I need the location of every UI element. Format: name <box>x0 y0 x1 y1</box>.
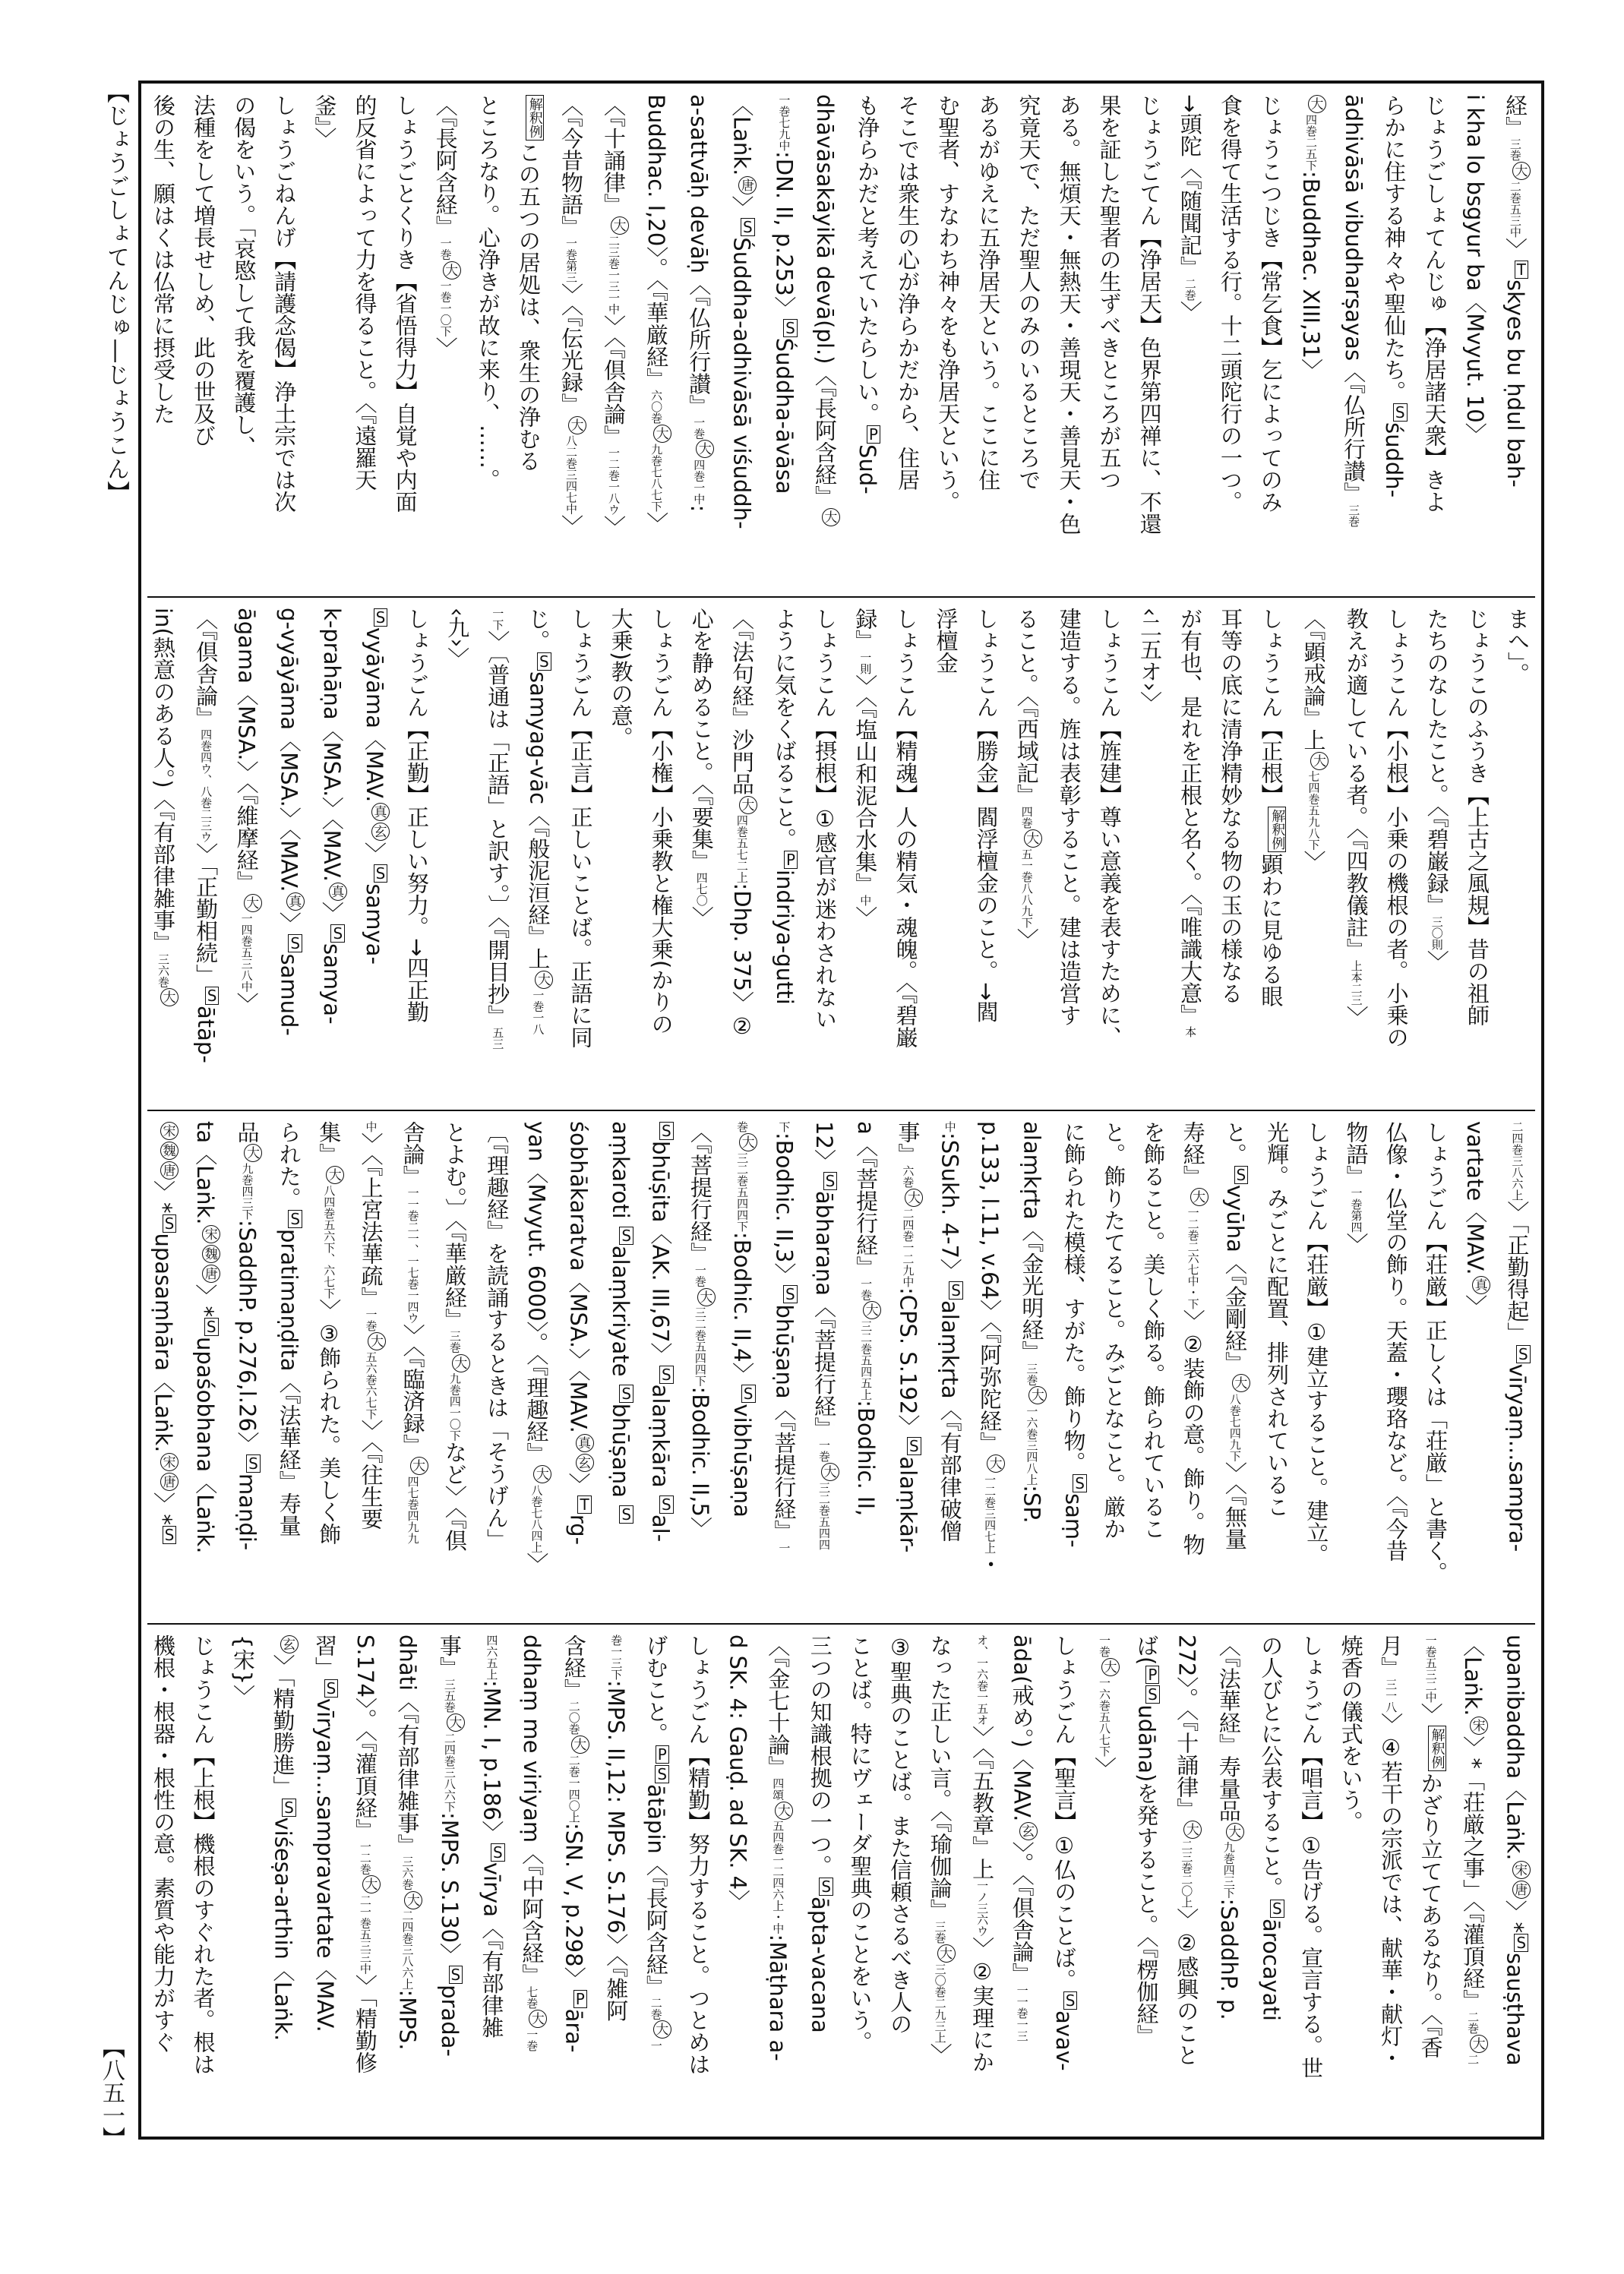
language-tag: S <box>204 1318 219 1336</box>
text-column: じょうごしょてんじゅ【浄居諸天衆】きよ <box>1421 94 1448 513</box>
language-tag: S <box>449 1966 463 1984</box>
source-mark: 大 <box>821 1463 839 1481</box>
language-tag: S <box>619 1385 633 1403</box>
text-column: āgama〈MSA.〉〈『維摩経』大一四巻五三八中〉 <box>234 608 262 1100</box>
language-tag: S <box>949 1281 963 1300</box>
text-column: も浄らかだと考えていたらしい。PSud- <box>854 94 880 494</box>
text-column: 物語』一巻第四〉 <box>1343 1121 1370 1255</box>
text-column: げむこと。PSātāpin〈『長阿含経』二巻大一 <box>643 1634 671 2127</box>
tier-1 <box>150 94 1531 586</box>
text-column: 経』三巻大二巻五三中〉Tskyes bu ḥdul bah- <box>1502 94 1531 586</box>
text-column: しょうごん【正勤】正しい努力。→四正勤 <box>404 608 431 1023</box>
language-tag: S <box>374 608 388 627</box>
text-column: 一巻七九中:DN. II, p.253〉SŚuddha-āvāsa <box>771 94 798 494</box>
tier-divider <box>147 1110 1535 1111</box>
source-mark: 大 <box>244 894 262 912</box>
language-tag: S <box>659 1122 674 1140</box>
text-column: じょうごてん【浄居天】色界第四禅に、不還 <box>1136 94 1163 535</box>
source-mark: 大 <box>410 1457 428 1475</box>
tier-3 <box>150 1121 1531 1613</box>
text-column: 〈Laṅk.唐〉SŚuddha-adhivāsā viśuddh- <box>728 94 757 586</box>
text-column: 究竟天で、ただ聖人のみのいるところで <box>1016 94 1042 491</box>
text-column: ‹九›〉 <box>444 608 471 670</box>
text-column: 四六五上:MN. I, p.186〉Svīrya〈『有部律雑 <box>479 1634 505 2039</box>
source-mark: 大 <box>905 1189 923 1207</box>
source-mark: 大 <box>987 1454 1005 1473</box>
text-column: 仏像・仏堂の飾り。天蓋・瓔珞など。〈『今昔 <box>1382 1121 1409 1562</box>
language-tag: S <box>537 652 551 671</box>
running-head: 【じょうごしょてんじゅ―じょうこん】 <box>103 81 129 504</box>
source-mark: 玄 <box>576 1454 594 1472</box>
text-column: しょうごん【小権】小乗教と権大乗(かりの <box>648 608 675 1035</box>
text-column: 〈『倶舎論』四巻四ウ、八巻二三ウ〉「正勤相続」Sātāp- <box>193 608 220 1063</box>
text-column: 含経』二〇巻大二巻一四〇上:SN. V, p.298〉Pāra- <box>561 1634 589 2127</box>
source-mark: 玄 <box>371 823 390 841</box>
text-column: 〈『法句経』沙門品大四巻五七二上:Dhp. 375〉② <box>729 608 757 1100</box>
text-column: の人びとに公表すること。Sārocayati <box>1258 1634 1284 2021</box>
text-column: ある。無煩天・無熱天・善現天・善見天・色 <box>1056 94 1082 535</box>
text-column: in(熱意のある人。)〈『有部律雑事』三六巻大 <box>150 608 179 1100</box>
source-mark: 大 <box>653 2020 671 2039</box>
language-tag: S <box>741 218 755 236</box>
text-column: を飾ること。美しく飾る。飾られているこ <box>1140 1121 1167 1540</box>
text-column: オ、一六巻一五オ〉〈『五教章』上一ノ三六ウ〉②実理にか <box>969 1634 996 2073</box>
text-column: 習」Svīryaṃ...sampravartate〈MAV. <box>312 1634 338 2032</box>
text-column: Svyāyāma〈MAV.真玄〉Ssamya- <box>362 608 390 1100</box>
language-tag: S <box>659 1366 674 1384</box>
text-column: 中:SSukh. 4-7〉Salaṃkṛta〈『有部律破僧 <box>937 1121 963 1543</box>
text-column: 〈『長阿含経』一巻大一巻一〇下〉 <box>433 94 461 586</box>
source-mark: 魏 <box>160 1142 179 1160</box>
text-column: dhāvāsakāyikā devā(pl.)〈『長阿含経』大 <box>812 94 840 586</box>
language-tag: S <box>783 1285 798 1303</box>
language-tag: T <box>1515 261 1528 279</box>
source-mark: 大 <box>571 1736 589 1754</box>
text-column: d SK. 4: Gauḍ. ad SK. 4〉 <box>725 1634 751 1912</box>
source-mark: 大 <box>1101 1658 1120 1676</box>
language-tag: S <box>374 864 388 883</box>
source-mark: 大 <box>1232 1374 1250 1392</box>
source-mark: 唐 <box>160 1473 179 1491</box>
text-column: 後の生、願はくは仏常に摂受した <box>150 94 176 425</box>
language-tag: S <box>288 1210 302 1228</box>
text-column: 〈『今昔物語』一巻第三〉〈『伝光録』大八二巻三四七中〉 <box>558 94 586 586</box>
language-tag: S <box>246 1454 261 1473</box>
text-column: られた。Spratimaṇḍita〈『法華経』寿量 <box>276 1121 302 1537</box>
source-mark: 唐 <box>202 1265 220 1283</box>
text-column: 玄〉「精勤勝進」Sviśeṣa-arthin〈Laṅk. <box>270 1634 299 2127</box>
text-column: 宋魏唐〉*Supasaṃhāra〈Laṅk.宋唐〉*S <box>150 1121 179 1613</box>
source-mark: 大 <box>1512 162 1531 180</box>
source-mark: 大 <box>1470 2035 1488 2053</box>
text-column: ddhaṃ me viriyaṃ〈『中阿含経』七巻大一巻 <box>519 1634 547 2127</box>
page-frame <box>138 81 1544 2140</box>
text-column: 浮檀金 <box>933 608 959 674</box>
text-column: 光輝。みごとに配置、排列されているこ <box>1264 1121 1291 1518</box>
text-column: 〈Laṅk.宋〉*「荘厳之事」〈『灌頂経』二巻大二 <box>1460 1634 1488 2127</box>
source-mark: 真 <box>1472 1276 1490 1294</box>
source-mark: 大 <box>937 1944 956 1963</box>
text-column: 焼香の儀式をいう。 <box>1338 1634 1364 1833</box>
text-column: →頭陀〈『随聞記』二巻〉 <box>1177 94 1203 323</box>
text-column: śobhākaratva〈MSA.〉〈MAV.真玄〉Trg- <box>566 1121 594 1613</box>
text-column: 〈『法華経』寿量品大九巻四三下:SaddhP. p. <box>1216 1634 1244 2127</box>
text-column: しょうごん【聖言】①仏のことば。Savav- <box>1051 1634 1078 2071</box>
source-mark: 大 <box>529 2010 547 2028</box>
tier-divider <box>147 1623 1535 1625</box>
text-column: 事』三五巻大二四巻三八六下:MPS. S.130〉Sprada- <box>437 1634 465 2127</box>
source-mark: 大 <box>1190 1188 1209 1206</box>
source-mark: 大 <box>1028 1386 1047 1404</box>
text-column: 果を証した聖者の生ずべきところが五つ <box>1096 94 1123 491</box>
language-tag: S <box>1516 1345 1531 1363</box>
source-mark: 真 <box>371 803 390 821</box>
text-column: 〈『顕戒論』上大七四巻五九八下〉 <box>1300 608 1329 1100</box>
language-tag: P <box>867 425 880 444</box>
source-mark: 大 <box>611 216 629 235</box>
text-column: が有也、是れを正根と名く。〈『唯識大意』本 <box>1177 608 1204 1038</box>
language-tag: S <box>619 1227 633 1245</box>
text-column: a〈『菩提行経』一巻大三二巻五四五上:Bodhic. II, <box>853 1121 881 1613</box>
text-column: i kha lo bsgyur ba〈Mvyut. 10〉 <box>1461 94 1488 445</box>
language-tag: T <box>577 1495 591 1514</box>
text-column: 釜』〉 <box>311 94 338 150</box>
text-column: しょうこん【旌建】尊い意義を表すために、 <box>1096 608 1123 1048</box>
source-mark: 唐 <box>1512 1881 1531 1899</box>
source-mark: 玄 <box>1019 1822 1038 1840</box>
text-column: yan〈Mvyut. 6000〉。〈『理趣経』大八巻七八四上〉 <box>523 1121 551 1613</box>
source-mark: 大 <box>533 1465 551 1483</box>
language-tag: S <box>282 1799 296 1817</box>
source-mark: 大 <box>447 1713 465 1732</box>
source-mark: 宋 <box>1512 1861 1531 1879</box>
text-column: 一巻大一六巻五八七下〉 <box>1092 1634 1120 2127</box>
text-column: む聖者、すなわち神々をも浄居天という。 <box>935 94 962 513</box>
text-column: 録』一則〉〈『塩山和泥合水集』中〉 <box>852 608 879 928</box>
source-mark: 大 <box>1024 829 1042 848</box>
source-mark: 宋 <box>160 1122 179 1140</box>
text-column: upanibaddha〈Laṅk.宋唐〉*Ssauṣṭhava <box>1502 1634 1531 2127</box>
text-column: 月』三一八〉④若干の宗派では、献華・献灯・ <box>1378 1634 1404 2069</box>
text-column: なった正しい言。〈『瑜伽論』三巻大三〇巻二九三上〉 <box>927 1634 956 2127</box>
text-column: 事』六巻大二四巻一二九中:CPS. S.192〉Salaṃkār- <box>895 1121 923 1613</box>
source-mark: 魏 <box>202 1245 220 1263</box>
source-mark: 大 <box>362 1875 381 1893</box>
language-tag: P <box>573 1990 587 2008</box>
tier-4 <box>150 1634 1531 2127</box>
language-tag: S <box>619 1505 633 1524</box>
language-tag: S <box>819 1878 833 1896</box>
language-tag: S <box>163 1526 177 1544</box>
text-column: じょうこのふうき【上古之風規】昔の祖師 <box>1464 608 1490 1026</box>
text-column: alaṃkṛta〈『金光明経』三巻大一六巻三四八上:SP. <box>1019 1121 1047 1613</box>
text-column: āda(戒め。)〈MAV.玄〉。〈『倶舎論』一一巻一三 <box>1009 1634 1038 2127</box>
language-tag: S <box>163 1214 177 1233</box>
text-column: a-sattvāḥ devāḥ〈『仏所行讃』一巻大四巻一中: <box>686 94 714 586</box>
text-column: S.174〉。〈『灌頂経』一二巻大二一巻五三三中〉「精勤修 <box>352 1634 381 2127</box>
text-column: 〔『理趣経』を読誦するときは「そうげん」 <box>484 1121 510 1551</box>
text-column: 建造する。旌は表彰すること。建は造営す <box>1056 608 1082 1026</box>
text-column: ところなり。心浄きが故に来り、……。 <box>475 94 501 491</box>
text-column: 三つの知識根拠の一つ。Sāpta-vacana <box>807 1634 833 2033</box>
source-mark: 唐 <box>160 1161 179 1180</box>
source-mark: 大 <box>535 971 553 989</box>
kaishakurei-label: 解釈例 <box>526 95 544 141</box>
source-mark: 大 <box>244 1144 262 1162</box>
language-tag: S <box>907 1437 921 1455</box>
source-mark: 大 <box>443 261 461 280</box>
text-column: まへ」。 <box>1505 608 1531 685</box>
text-column: しょうこん【正根】解釈例顕わに見ゆる眼 <box>1258 608 1286 1007</box>
language-tag: S <box>823 1172 838 1190</box>
text-column: と。飾りたてること。みごとなこと。厳か <box>1101 1121 1127 1540</box>
language-tag: S <box>324 1679 339 1698</box>
text-column: 的反省によって力を得ること。〈『遠羅天 <box>352 94 378 491</box>
text-column: じ。Ssamyag-vāc〈『般泥洹経』上大一巻一八 <box>525 608 553 1100</box>
tier-2 <box>150 608 1531 1100</box>
text-column: dhāti〈『有部律雑事』三六巻大二四巻三八六上:MPS. <box>394 1634 422 2127</box>
source-mark: 大 <box>1183 1821 1202 1839</box>
source-mark: 大 <box>160 988 179 1006</box>
text-column: ば(PSudāna)を発すること。〈『楞伽経』 <box>1133 1634 1160 2047</box>
text-column: じょうこん【上根】機根のすぐれた者。根は <box>190 1634 216 2075</box>
source-mark: 大 <box>368 1332 386 1350</box>
text-column: しょうごん【精勤】努力すること。つとめは <box>685 1634 712 2075</box>
language-tag: S <box>1073 1474 1087 1492</box>
text-column: しょうごん【唱言】①告げる。宣言する。世 <box>1298 1634 1325 2079</box>
text-column: 大乗)教の意。 <box>608 608 634 749</box>
text-column: 教えが適している者。〈『四教儀註』上本二三〉 <box>1343 608 1370 1028</box>
text-column: ‹二五オ›〉 <box>1137 608 1164 714</box>
language-tag: P <box>1145 1666 1159 1684</box>
text-column: p.133, l.11, v.64〉〈『阿弥陀経』大一二巻三四七上・ <box>977 1121 1005 1613</box>
text-column: 心を静めること。〈『要集』四七〇〉 <box>688 608 715 928</box>
text-column: 下:Bodhic. II,3〉Sbhūṣaṇa〈『菩提行経』一 <box>771 1121 798 1554</box>
language-tag: S <box>205 987 220 1005</box>
text-column: ること。〈『西域記』四巻大五一巻八八九下〉 <box>1014 608 1042 1100</box>
source-mark: 大 <box>326 1166 344 1184</box>
text-column: しょうこん【小根】小乗の機根の者。小乗の <box>1383 608 1410 1048</box>
text-column: の偈をいう。「哀愍して我を覆護し、 <box>231 94 258 458</box>
source-mark: 玄 <box>280 1635 299 1653</box>
source-mark: 宋 <box>202 1225 220 1243</box>
language-tag: P <box>784 851 798 869</box>
text-column: に飾られた模様、すがた。飾り物。Ssaṃ- <box>1060 1121 1087 1548</box>
source-mark: 大 <box>568 416 586 434</box>
text-column: 二四巻三八六上〉「正勤得起」Svīryaṃ...sampra- <box>1504 1121 1531 1552</box>
text-column: aṃkaroti Salaṃkriyate Sbhūṣaṇa S <box>607 1121 633 1524</box>
text-column: vartate〈MAV.真〉 <box>1462 1121 1490 1613</box>
text-column: 舎論』一一巻二一、一七巻一四ウ〉〈『臨済録』大四七巻四九九 <box>400 1121 428 1613</box>
language-tag: S <box>288 934 302 952</box>
language-tag: S <box>1393 403 1408 422</box>
source-mark: 大 <box>739 796 757 814</box>
text-column: しょうこん【勝金】閻浮檀金のこと。→閻 <box>973 608 1000 1023</box>
text-column: 品大九巻四三下:SaddhP. p.276,l.26〉Smaṇḍi- <box>234 1121 262 1613</box>
text-column: しょうごねんげ【請護念偈】浄土宗では次 <box>271 94 298 513</box>
source-mark: 大 <box>775 1802 793 1820</box>
source-mark: 大 <box>739 1133 757 1151</box>
language-tag: S <box>330 924 345 943</box>
source-mark: 大 <box>822 508 840 526</box>
language-tag: S <box>655 1765 669 1783</box>
language-tag: S <box>1234 1166 1249 1184</box>
language-tag: S <box>1270 1900 1284 1918</box>
kaishakurei-label: 解釈例 <box>1268 807 1286 852</box>
text-column: しょうごん【荘厳】正しくは「荘厳」と書く。 <box>1422 1121 1449 1584</box>
source-mark: 大 <box>1308 95 1326 113</box>
text-column: じょうこつじき【常乞食】乞によってのみ <box>1257 94 1284 513</box>
language-tag: S <box>741 1385 756 1403</box>
source-mark: 宋 <box>160 1453 179 1471</box>
language-tag: S <box>659 1495 674 1514</box>
text-column: 機根・根器・根性の意。素質や能力がすぐ <box>150 1634 176 2053</box>
text-column: g-vyāyāma〈MSA.〉〈MAV.真〉Ssamud- <box>276 608 305 1100</box>
text-column: ādhivāsā vibudharṣayas〈『仏所行讃』三巻 <box>1341 94 1367 527</box>
text-column: ③聖典のことば。また信頼さるべき人の <box>887 1634 914 2035</box>
source-mark: 唐 <box>738 176 757 194</box>
text-column: 食を得て生活する行。十二頭陀行の一つ。 <box>1217 94 1243 513</box>
text-column: 12〉Sābharaṇa〈『菩提行経』一巻大三二巻五四四 <box>811 1121 839 1613</box>
language-tag: S <box>783 319 798 337</box>
text-column: と。Svyūha〈『金剛経』大八巻七四九下〉〈『無量 <box>1222 1121 1250 1613</box>
text-column: Sbhūṣita〈AK. III,67〉Salaṃkāra Sal- <box>647 1122 674 1543</box>
kaishakurei-label: 解釈例 <box>1428 1726 1446 1771</box>
text-column: 272〉。〈『十誦律』大二三巻二〇上〉②感興のこと <box>1174 1634 1202 2127</box>
text-column: 〈『十誦律』大二三巻一三一中〉〈『倶舎論』一二巻一八ウ〉 <box>601 94 629 586</box>
source-mark: 大 <box>696 440 714 458</box>
text-column: k-prahāṇa〈MSA.〉〈MAV.真〉Ssamya- <box>319 608 347 1100</box>
source-mark: 大 <box>404 1891 422 1909</box>
text-column: 中〉〈『上宮法華疏』一巻大五六巻六七下〉〈『往生要 <box>358 1121 386 1613</box>
page-number: 【八五一】 <box>98 2036 125 2149</box>
text-column: 耳等の底に清浄精妙なる物の玉の様なる <box>1218 608 1244 1004</box>
text-column: 寿経』大一二巻二六七中・下〉②装飾の意。飾り。物 <box>1180 1121 1209 1613</box>
source-mark: 大 <box>653 425 671 443</box>
text-column: ように気をくばること。Pindriya-gutti <box>772 608 798 1005</box>
source-mark: 大 <box>863 1301 881 1319</box>
text-column: しょうごとくりき【省悟得力】自覚や内面 <box>392 94 419 513</box>
text-column: 集』大八四巻五六下、六七下〉③飾られた。美しく飾 <box>316 1121 344 1613</box>
text-column: ta〈Laṅk.宋魏唐〉*Supaśobhana〈Laṅk. <box>192 1121 220 1613</box>
source-mark: 大 <box>452 1354 470 1372</box>
text-column: Buddhac. I,20〉。〈『華厳経』六〇巻大九巻七八七下〉 <box>643 94 671 586</box>
text-column: ことば。特にヴェーダ聖典のことをいう。 <box>847 1634 874 2053</box>
text-column: 一下〉〔普通は「正語」と訳す。〕〈『開目抄』五三 <box>485 608 511 1050</box>
text-column: とよむ。〕〈『華厳経』三巻大九巻四一〇下など〉〈『倶 <box>442 1121 470 1613</box>
text-column: そこでは衆生の心が浄らかだから、住居 <box>895 94 921 491</box>
text-column: しょうごん【正言】正しいことば。正語に同 <box>567 608 594 1048</box>
text-column: 〈『金七十論』四頌大五四巻一二四六上・中:Māṭhara a- <box>765 1634 793 2127</box>
text-column: 〈『菩提行経』一巻大三二巻五四四下:Bodhic. II,5〉 <box>687 1121 716 1613</box>
text-column: 解釈例この五つの居処は、衆生の浄むる <box>516 94 544 586</box>
text-column: {宋}〉 <box>230 1634 256 1707</box>
text-column: らかに住する神々や聖仙たち。Sśuddh- <box>1381 94 1408 498</box>
text-column: しょうこん【精魂】人の精気・魂魄。〈『碧巌 <box>893 608 919 1048</box>
tier-divider <box>147 596 1535 598</box>
text-column: 巻大三二巻五四四下:Bodhic. II,4〉Svibhūṣaṇa <box>729 1121 757 1613</box>
text-column: 一巻五三二中〉解釈例かざり立ててあるなり。〈『香 <box>1417 1634 1445 2058</box>
language-tag: S <box>1063 1991 1078 2010</box>
text-column: しょうこん【摂根】①感官が迷わされない <box>812 608 839 1030</box>
source-mark: 大 <box>1226 1823 1244 1841</box>
language-tag: S <box>1514 1934 1528 1952</box>
source-mark: 真 <box>576 1434 594 1452</box>
source-mark: 真 <box>286 892 305 911</box>
text-column: 法種をして増長せしめ、此の世及び <box>191 94 217 447</box>
text-column: 大四巻二五下:Buddhac. XIII,31〉 <box>1298 94 1326 586</box>
source-mark: 真 <box>329 883 347 901</box>
text-column: たちのなしたこと。〈『碧巌録』三〇則〉 <box>1423 608 1450 972</box>
source-mark: 大 <box>697 1288 716 1306</box>
text-column: あるがゆえに五浄居天という。ここに住 <box>975 94 1002 491</box>
language-tag: P <box>656 1745 669 1764</box>
text-column: しょうごん【荘厳】①建立すること。建立。 <box>1303 1121 1330 1565</box>
language-tag: S <box>1145 1685 1160 1704</box>
source-mark: 大 <box>1310 752 1329 770</box>
text-column: 巻一三下:MPS. II,12: MPS. S.176〉〈『雑阿 <box>603 1634 630 2022</box>
language-tag: S <box>491 1843 505 1862</box>
source-mark: 宋 <box>1470 1717 1488 1735</box>
